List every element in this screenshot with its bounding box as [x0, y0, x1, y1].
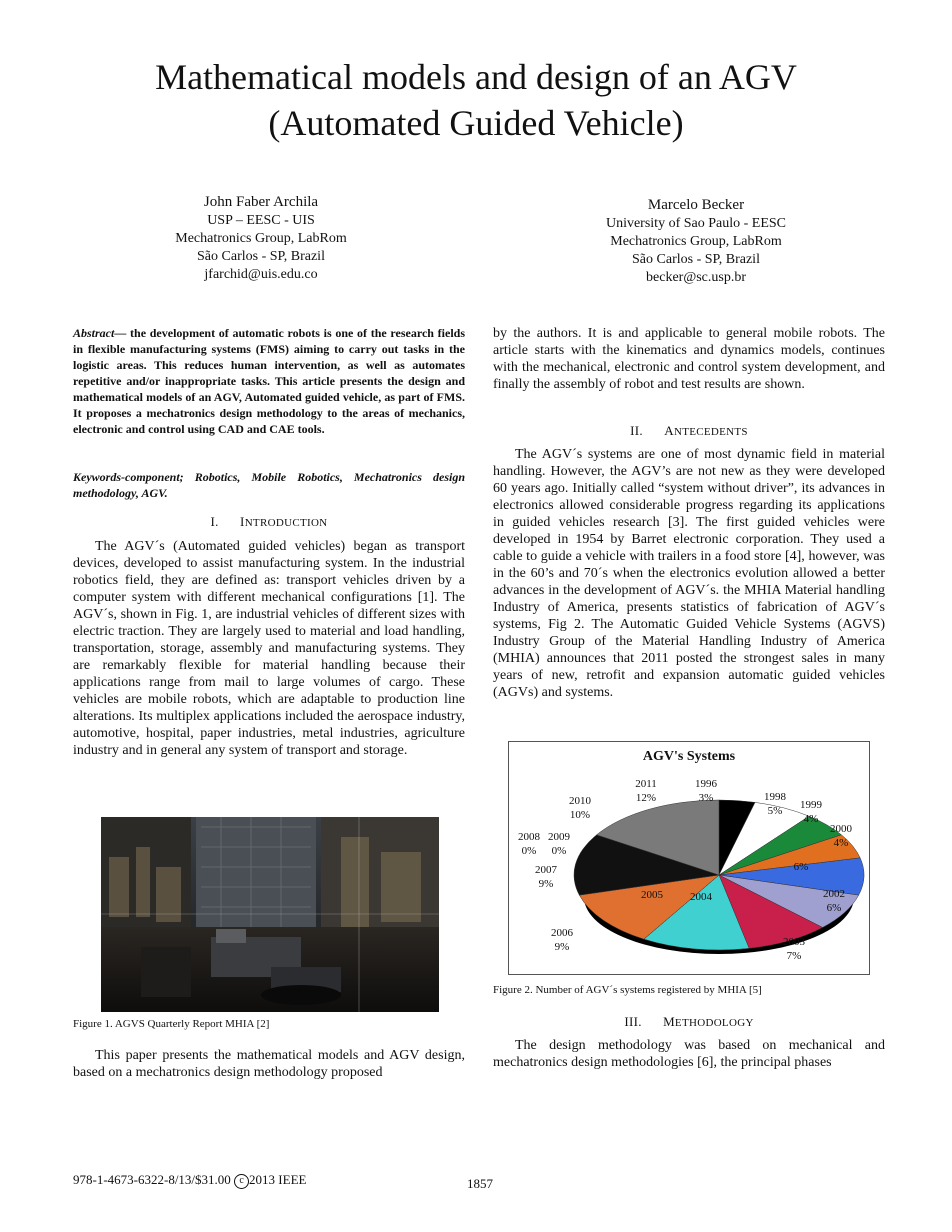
pie-label-year: 2008 — [518, 831, 540, 843]
pie-label-pct: 12% — [635, 792, 657, 804]
section-heading-introduction: I. INTRODUCTION — [210, 514, 328, 529]
pie-label-2009 — [548, 831, 571, 857]
pie-label-pct: 7% — [786, 950, 802, 962]
author-name: Marcelo Becker — [647, 197, 745, 213]
pie-label-pct: 9% — [538, 878, 554, 890]
pie-label-2007 — [535, 864, 558, 890]
intro-paragraph: The AGV´s (Automated guided vehicles) began as transport devices, developed to assist manufacturing system. In the industrial robotics field, they are defined as: transport vehicles driven by a computer system with different mechanical configurations [1]. The AGV´s, shown in Fig. 1, are industrial vehicles of different sizes with electric traction. They are largely used to material and load handling, transportation, storage, assembly and manufacturing systems. They are remarkably flexible for material handling because their applications range from mail to large volumes of cargo. These vehicles are mobile robots, which are adaptable to production line alterations. Its multiplex applications included the aerospace industry, automotive, hospital, paper industries, metal industries, agriculture industry and in general any system of transport and storage. — [73, 539, 465, 758]
methodology-paragraph: The design methodology was based on mechanical and mechatronics design methodologies [6], the principal phases — [493, 1038, 885, 1070]
section-heading-antecedents: II. ANTECEDENTS — [630, 423, 748, 438]
pie-label-pct: 5% — [767, 805, 783, 817]
author-location: São Carlos - SP, Brazil — [197, 249, 325, 264]
author-block-1 — [131, 192, 391, 284]
author-name: John Faber Archila — [203, 194, 319, 210]
pie-label-unlabeled — [794, 861, 809, 873]
pie-label-year: 2005 — [641, 889, 663, 901]
title-line-1: Mathematical models and design of an AGV — [155, 57, 797, 97]
author-group: Mechatronics Group, LabRom — [610, 234, 782, 249]
author-affiliation: University of Sao Paulo - EESC — [605, 216, 787, 231]
pie-label-year: 1998 — [764, 791, 786, 803]
pie-label-year: 2007 — [535, 864, 557, 876]
copyright-icon: c — [234, 1174, 249, 1189]
pie-label-2006 — [551, 927, 574, 953]
pie-label-pct: 4% — [803, 813, 819, 825]
figure-2-caption: Figure 2. Number of AGV´s systems registered by MHIA [5] — [493, 984, 762, 996]
pie-label-year: 2004 — [690, 891, 712, 903]
intro-paragraph-2-continued: by the authors. It is and applicable to general mobile robots. The article starts with the kinematics and dynamics models, continues with the mechanical, electronic and control system development, and finally the assembly of robot and test results are shown. — [493, 326, 885, 392]
pie-chart — [509, 742, 869, 974]
figure-1-photo — [101, 817, 439, 1012]
section-heading-methodology: III. METHODOLOGY — [624, 1014, 754, 1029]
pie-label-year: 1996 — [695, 778, 717, 790]
author-group: Mechatronics Group, LabRom — [175, 231, 347, 246]
pie-label-year: 2003 — [783, 936, 805, 948]
pie-label-pct: 0% — [551, 845, 567, 857]
pie-label-2004 — [690, 891, 713, 903]
pie-label-year: 2011 — [635, 778, 657, 790]
footer-isbn: 978-1-4673-6322-8/13/$31.00 c 2013 IEEE — [73, 1172, 307, 1187]
pie-label-pct: 10% — [569, 809, 591, 821]
chart-title: AGV's Systems — [642, 749, 736, 764]
abstract — [73, 325, 465, 437]
pie-label-2011 — [635, 778, 657, 804]
pie-label-year: 1999 — [800, 799, 822, 811]
pie-label-2003 — [783, 936, 806, 962]
author-email: jfarchid@uis.edu.co — [204, 267, 318, 282]
page-number: 1857 — [467, 1176, 493, 1191]
author-affiliation: USP – EESC - UIS — [207, 213, 315, 228]
pie-label-year: 2002 — [823, 888, 845, 900]
figure-1-caption: Figure 1. AGVS Quarterly Report MHIA [2] — [73, 1018, 270, 1030]
pie-label-pct: 9% — [554, 941, 570, 953]
pie-label-2005 — [641, 889, 664, 901]
paper-title — [0, 54, 952, 146]
figure-2-chart — [508, 741, 870, 975]
antecedents-paragraph: The AGV´s systems are one of most dynamic field in material handling. However, the AGV’s are not new as they were developed 60 years ago. Initially called “system without driver”, its advances in electronics allowed considerable progress regarding its applications in guided vehicles research [3]. The first guided vehicles were developed in 1954 by Barret electronic corporation. They used a cable to guide a vehicle with trailers in a food store [4], however, was in the 60’s and 70´s when the electronics evolution allowed a better advances in the development of AGV´s. the MHIA Material handling Industry of America, presents statistics of fabrication of AGV´s systems, Fig 2. The Automatic Guided Vehicle Systems (AGVS) Industry Group of the Material Handling Industry of America (MHIA) announces that 2011 posted the strongest sales in many years of new, retrofit and expansion automatic guided vehicles (AGVs) and systems. — [493, 447, 885, 700]
pie-label-2010 — [569, 795, 592, 821]
pie-label-pct: 4% — [833, 837, 849, 849]
abstract-text: the development of automatic robots is one of the research fields in flexible manufacturing systems (FMS) aiming to carry out tasks in the logistic areas. This reduces human intervention, as well as automates repetitive and/or inappropriate tasks. This article presents the design and mathematical models of an AGV, Automated guided vehicle, as part of FMS. It proposes a mechatronics design methodology to the areas of mechanics, electronic and control using CAD and CAE tools. — [73, 326, 465, 436]
pie-label-year: 2010 — [569, 795, 591, 807]
abstract-label: Abstract— — [73, 326, 127, 340]
pie-label-2008 — [518, 831, 541, 857]
pie-label-year: 2009 — [548, 831, 570, 843]
author-email: becker@sc.usp.br — [646, 270, 746, 285]
keywords: Keywords-component; Robotics, Mobile Robotics, Mechatronics design methodology, AGV. — [73, 470, 465, 500]
factory-photo-image — [101, 817, 439, 1012]
author-block-2 — [566, 195, 826, 287]
pie-label-year: 2000 — [830, 823, 852, 835]
title-line-2: (Automated Guided Vehicle) — [268, 103, 684, 143]
pie-label-pct: 6% — [826, 902, 842, 914]
intro-paragraph-2: This paper presents the mathematical models and AGV design, based on a mechatronics design methodology proposed — [73, 1048, 465, 1080]
pie-label-pct: 0% — [521, 845, 537, 857]
pie-label-year: 2006 — [551, 927, 573, 939]
author-location: São Carlos - SP, Brazil — [632, 252, 760, 267]
pie-label-pct: 6% — [793, 861, 809, 873]
pie-label-pct: 3% — [698, 792, 714, 804]
